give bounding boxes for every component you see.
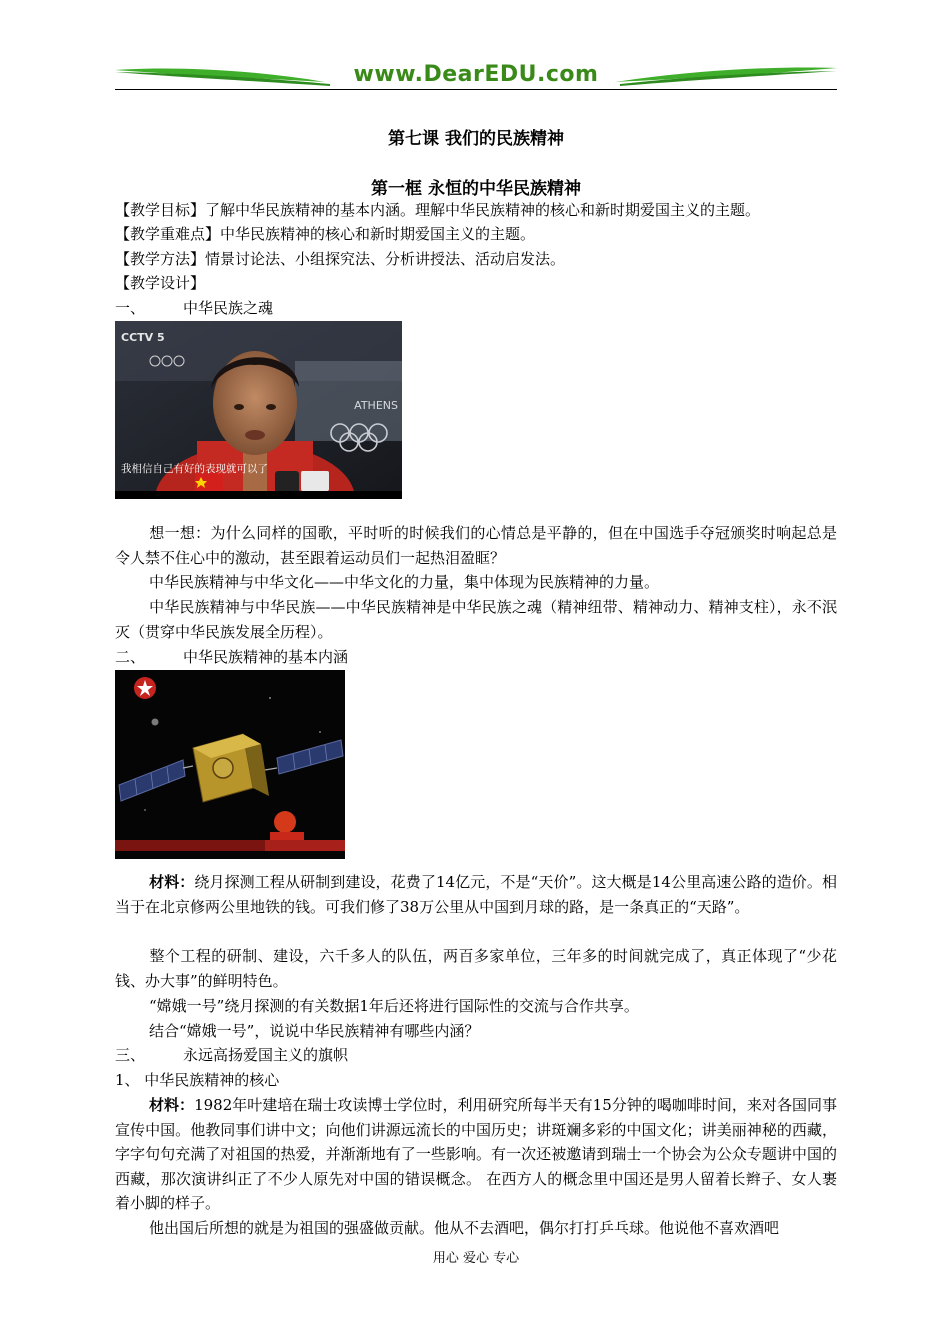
section2-paragraph-1-text: 整个工程的研制、建设，六千多人的队伍，两百多家单位，三年多的时间就完成了，真正体现了“少花钱、办大事”的鲜明特色。: [115, 947, 837, 990]
section3-material-text: 1982年叶建培在瑞士攻读博士学位时，利用研究所每半天有15分钟的喝咖啡时间，来对各国同事宣传中国。他教同事们讲中文；向他们讲源远流长的中国历史；讲斑斓多彩的中国文化；讲美丽神秘的西藏，字字句句充满了对祖国的热爱，并渐渐地有了一些影响。有一次还被邀请到瑞士一个协会为公众专题讲中国的西藏，那次演讲纠正了不少人原先对中国的错误概念。 在西方人的概念里中国还是男人留着长辫子、女人裹着小脚的样子。: [115, 1096, 837, 1213]
section2-material: [115, 870, 837, 919]
think-question-text: 想一想：为什么同样的国歌，平时听的时候我们的心情总是平静的，但在中国选手夺冠颁奖时响起总是令人禁不住心中的激动，甚至跟着运动员们一起热泪盈眶？: [115, 524, 837, 567]
section3-title: 永远高扬爱国主义的旗帜: [183, 1046, 349, 1064]
section2-heading: [115, 645, 837, 670]
section3-heading: [115, 1043, 837, 1068]
page-footer: 用心 爱心 专心: [432, 1251, 520, 1266]
section3-material: [115, 1093, 837, 1216]
teaching-design: 【教学设计】: [115, 274, 206, 292]
section2-paragraph-2: [115, 994, 837, 1019]
teaching-keypoints: 【教学重难点】中华民族精神的核心和新时期爱国主义的主题。: [115, 225, 536, 243]
section1-paragraph-1: [115, 570, 837, 595]
section1-paragraph-2-text: 中华民族精神与中华民族——中华民族精神是中华民族之魂（精神纽带、精神动力、精神支柱），永不泯灭（贯穿中华民族发展全历程）。: [115, 598, 837, 641]
site-logo-text: www.DearEDU.com: [353, 62, 599, 87]
channel-logo: CCTV 5: [121, 331, 165, 344]
lunar-probe-image: [115, 670, 345, 859]
section2-paragraph-1: [115, 944, 837, 993]
material-label-2: 材料：: [149, 1096, 195, 1114]
material-label: 材料：: [149, 873, 195, 891]
section3-paragraph-1-text: 他出国后所想的就是为祖国的强盛做贡献。他从不去酒吧，偶尔打打乒乓球。他说他不喜欢酒吧: [149, 1219, 780, 1237]
athlete-interview-image: [115, 321, 402, 499]
section1-number: 一、: [115, 299, 146, 317]
section3-paragraph-1: [115, 1216, 837, 1241]
section2-material-text: 绕月探测工程从研制到建设，花费了14亿元，不是“天价”。这大概是14公里高速公路的造价。相当于在北京修两公里地铁的钱。可我们修了38万公里从中国到月球的路，是一条真正的“天路”。: [115, 873, 837, 916]
section1-paragraph-2: [115, 595, 837, 644]
think-question: [115, 521, 837, 570]
section3-number: 三、: [115, 1046, 146, 1064]
header-rule: [115, 89, 837, 90]
section2-question-text: 结合“嫦娥一号”，说说中华民族精神有哪些内涵？: [149, 1022, 480, 1040]
image-watermark: ATHENS: [354, 399, 398, 412]
section2-title: 中华民族精神的基本内涵: [183, 648, 349, 666]
site-header: [115, 60, 837, 92]
lesson-title: 第七课 我们的民族精神: [388, 129, 564, 149]
video-caption: 我相信自己有好的表现就可以了: [121, 463, 268, 475]
section2-paragraph-2-text: “嫦娥一号”绕月探测的有关数据1年后还将进行国际性的交流与合作共享。: [149, 997, 639, 1015]
section1-heading: [115, 296, 837, 321]
teaching-methods: 【教学方法】情景讨论法、小组探究法、分析讲授法、活动启发法。: [115, 250, 566, 268]
section1-paragraph-1-text: 中华民族精神与中华文化——中华文化的力量，集中体现为民族精神的力量。: [149, 573, 660, 591]
section1-title: 中华民族之魂: [183, 299, 274, 317]
section2-number: 二、: [115, 648, 146, 666]
section3-subheading: 1、 中华民族精神的核心: [115, 1071, 280, 1089]
teaching-goal: 【教学目标】了解中华民族精神的基本内涵。理解中华民族精神的核心和新时期爱国主义的主题。: [115, 201, 761, 219]
section-subtitle: 第一框 永恒的中华民族精神: [371, 179, 581, 199]
section2-question: [115, 1019, 837, 1044]
